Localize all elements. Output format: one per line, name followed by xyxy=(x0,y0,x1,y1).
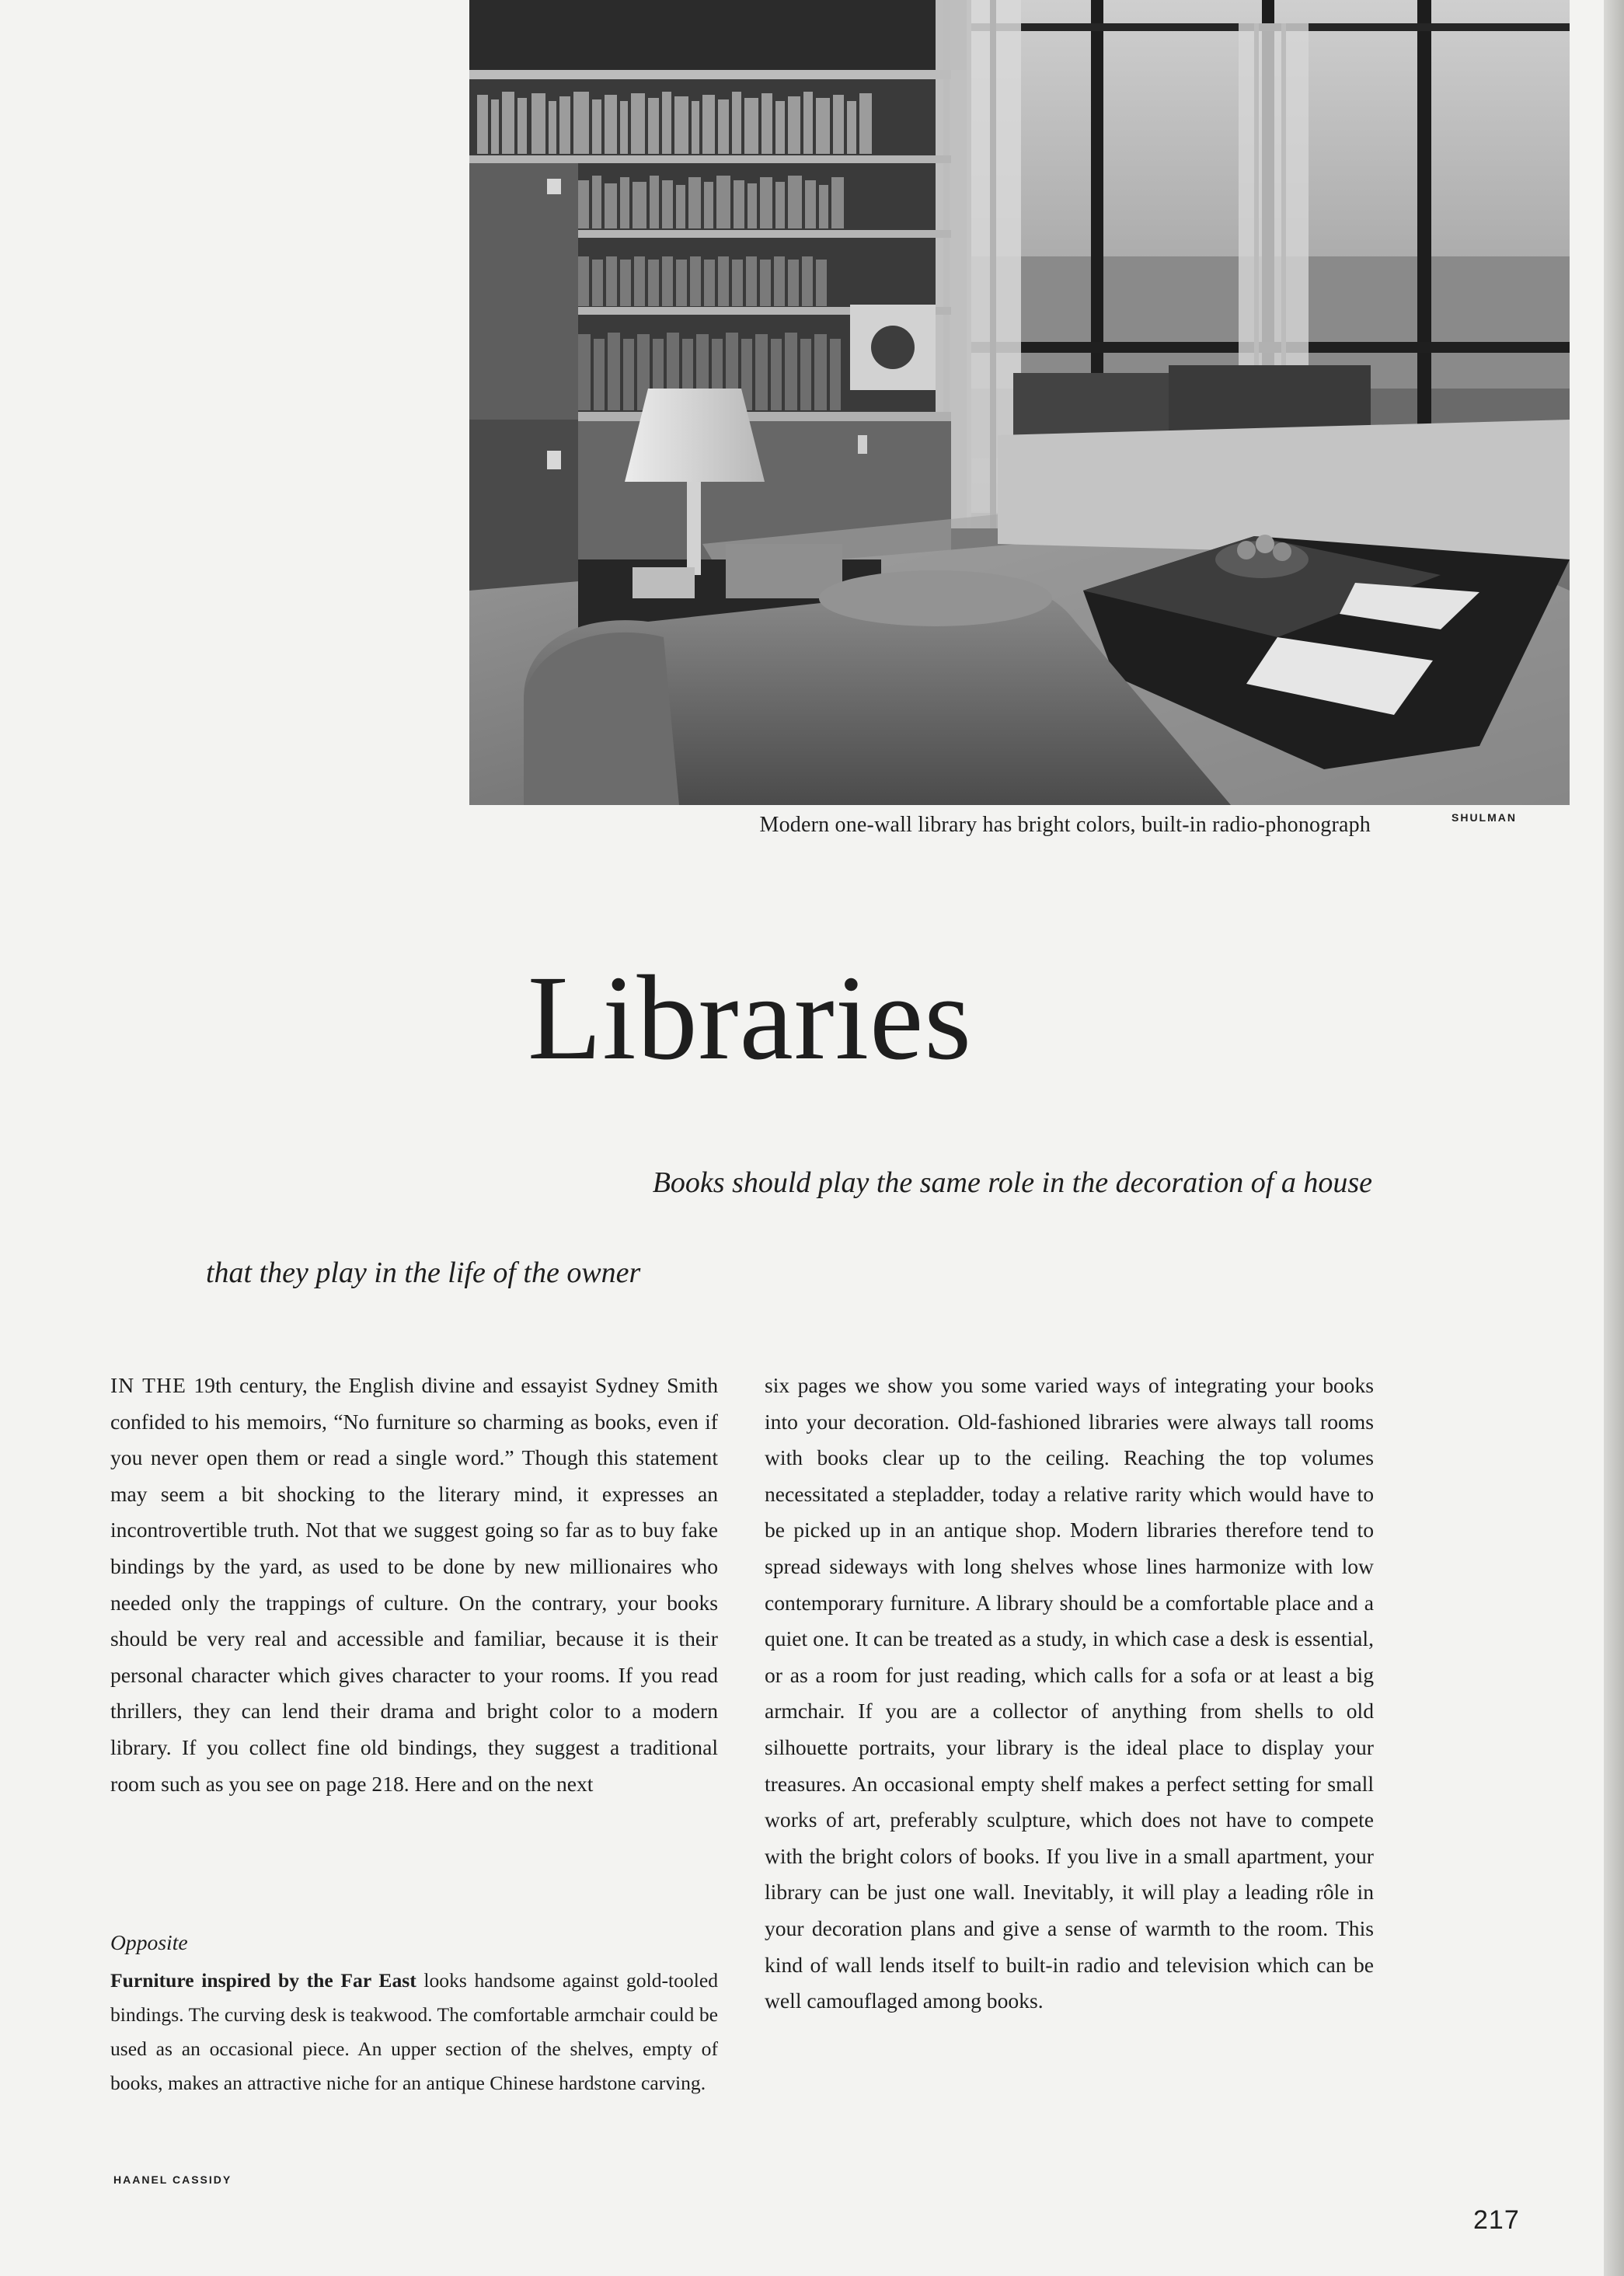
opposite-caption-text: looks handsome against gold-tooled bindings. The curving desk is teakwood. The comfortable armchair could be used as an occasional piece. An upper section of the shelves, empty of books, makes an attractive niche for an antique Chinese hardstone carving. xyxy=(110,1969,718,2094)
body-column-left xyxy=(110,1368,718,1802)
library-photo xyxy=(469,0,1570,805)
photo-caption: Modern one-wall library has bright colors, built-in radio-phonograph xyxy=(759,813,1371,837)
photo-credit: SHULMAN xyxy=(1451,811,1517,824)
article-subtitle-line1: Books should play the same role in the decoration of a house xyxy=(652,1166,1372,1199)
page-edge xyxy=(1604,0,1624,2276)
opposite-caption xyxy=(110,1964,718,2100)
body-text-right: six pages we show you some varied ways of integrating your books into your decoration. Old-fashioned libraries were always tall rooms with books clear up to the ceiling. Reaching the top volumes necessitated a stepladder, today a relative rarity which would have to be picked up in an antique shop. Modern libraries therefore tend to spread sideways with long shelves whose lines harmonize with low contemporary furniture. A library should be a comfortable place and a quiet one. It can be treated as a study, in which case a desk is essential, or as a room for just reading, which calls for a sofa or at least a big armchair. If you are a collector of anything from shells to old silhouette portraits, your library is the ideal place to display your treasures. An occasional empty shelf makes a perfect setting for small works of art, preferably sculpture, which does not have to compete with the bright colors of books. If you live in a small apartment, your library can be just one wall. Inevitably, it will play a leading rôle in your decoration plans and give a sense of warmth to the room. This kind of wall lends itself to built-in radio and television which can be well camouflaged among books. xyxy=(765,1373,1374,2013)
body-paragraph-left xyxy=(110,1368,718,1802)
opposite-caption-lead: Furniture inspired by the Far East xyxy=(110,1969,416,1992)
article-subtitle-line2: that they play in the life of the owner xyxy=(206,1257,641,1289)
opposite-heading: Opposite xyxy=(110,1930,188,1954)
lead-in: IN THE xyxy=(110,1373,186,1397)
footer-photo-credit: HAANEL CASSIDY xyxy=(113,2173,232,2186)
article-title: Libraries xyxy=(527,950,973,1085)
body-column-right xyxy=(765,1368,1374,2020)
body-text-left: 19th century, the English divine and essayist Sydney Smith confided to his memoirs, “No furniture so charming as books, even if you never open them or read a single word.” Though this statement may seem a bit shocking to the literary mind, it expresses an incontrovertible truth. Not that we suggest going so far as to buy fake bindings by the yard, as used to be done by new millionaires who needed only the trappings of culture. On the contrary, your books should be very real and accessible and familiar, because it is their personal character which gives character to your rooms. If you read thrillers, they can lend their drama and bright color to a modern library. If you collect fine old bindings, they suggest a traditional room such as you see on page 218. Here and on the next xyxy=(110,1373,719,1796)
library-photo-illustration xyxy=(469,0,1570,805)
page-number: 217 xyxy=(1473,2205,1520,2235)
